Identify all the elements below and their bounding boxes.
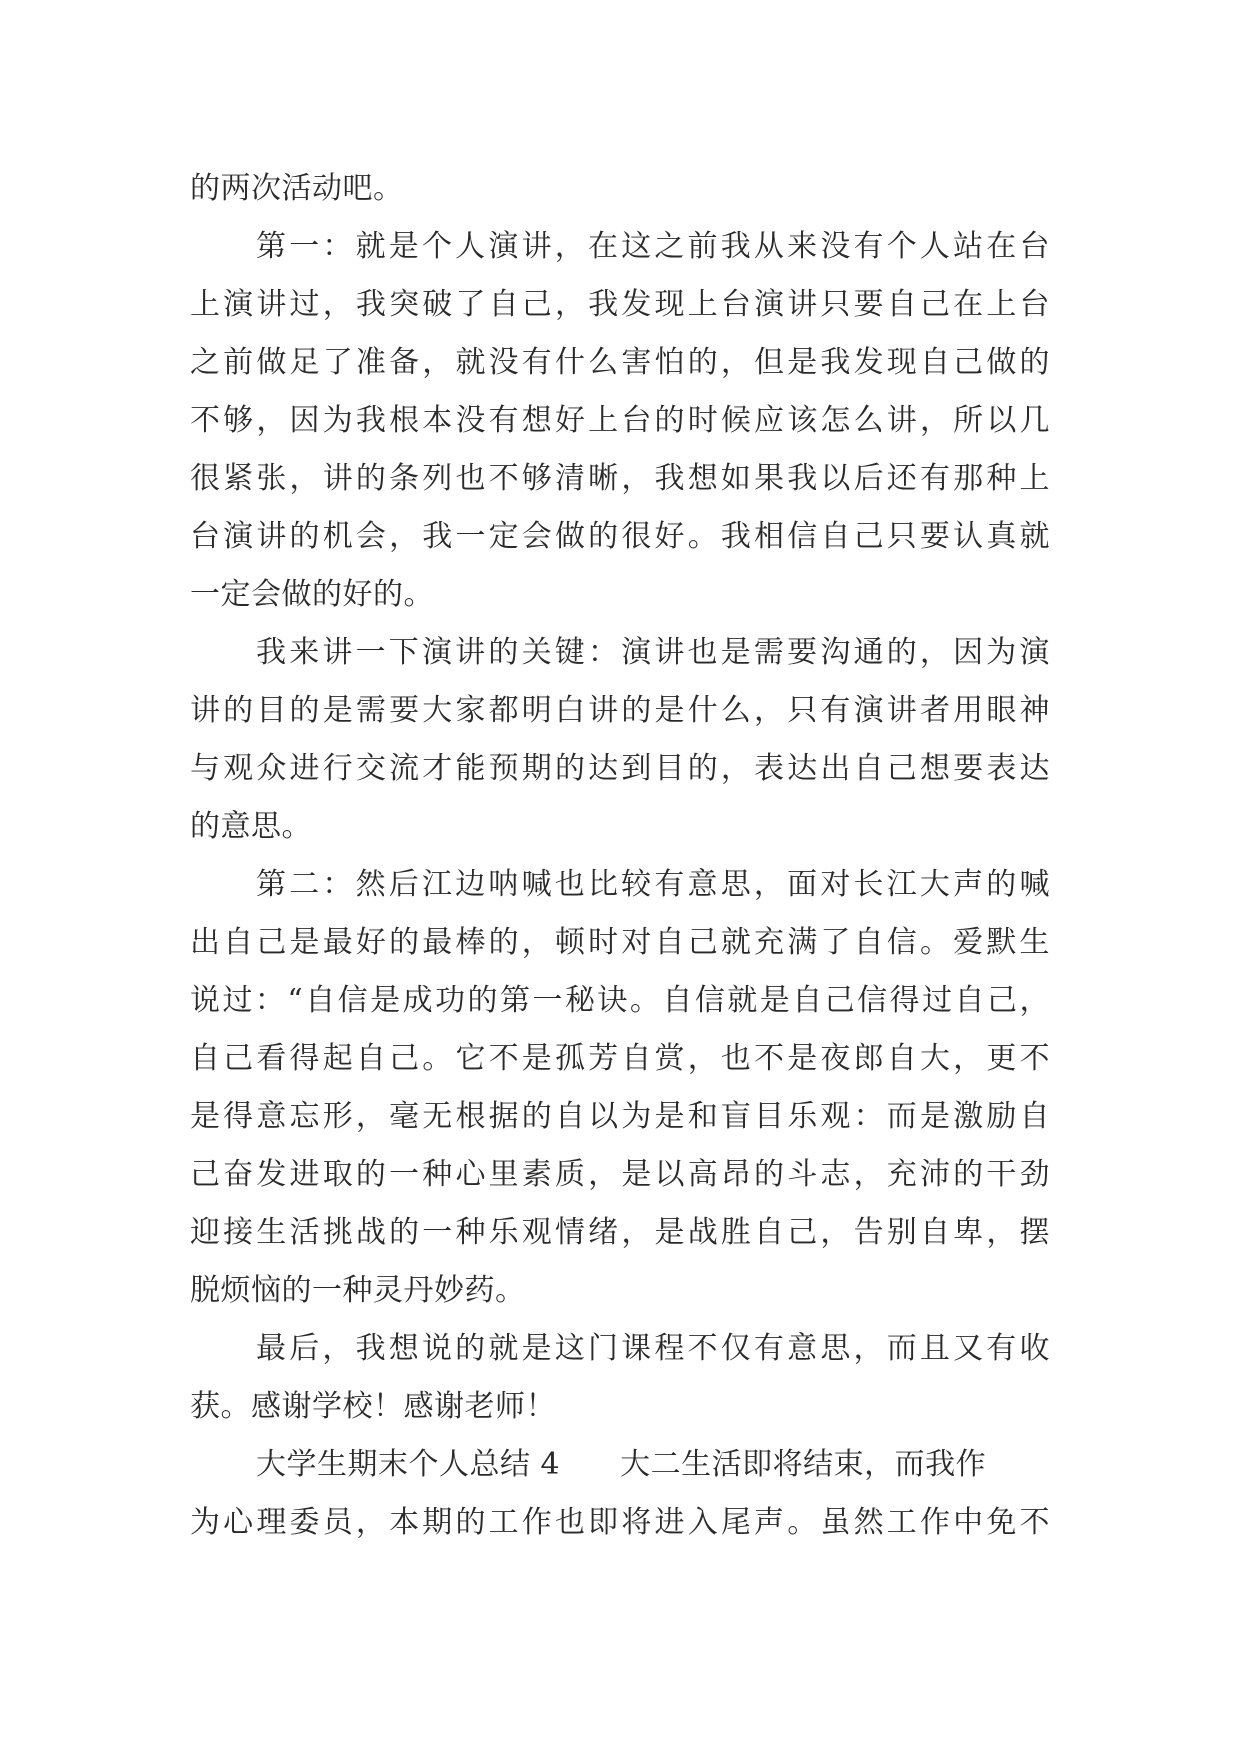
section-intro: 大二生活即将结束，而我作	[620, 1447, 987, 1482]
text-line: 上演讲过，我突破了自己，我发现上台演讲只要自己在上台	[190, 287, 1050, 322]
paragraph-first-line: 第一：就是个人演讲，在这之前我从来没有个人站在台	[256, 229, 1050, 264]
paragraph-first-line: 第二：然后江边呐喊也比较有意思，面对长江大声的喊	[256, 867, 1050, 902]
text-line: 出自己是最好的最棒的，顿时对自己就充满了自信。爱默生	[190, 925, 1050, 960]
text-line: 台演讲的机会，我一定会做的很好。我相信自己只要认真就	[190, 519, 1050, 554]
text-line: 一定会做的好的。	[190, 577, 434, 612]
text-line: 迎接生活挑战的一种乐观情绪，是战胜自己，告别自卑，摆	[190, 1215, 1050, 1250]
text-line: 之前做足了准备，就没有什么害怕的，但是我发现自己做的	[190, 345, 1050, 380]
text-line: 获。感谢学校！感谢老师！	[190, 1389, 556, 1424]
document-body	[190, 160, 1050, 1552]
text-line: 与观众进行交流才能预期的达到目的，表达出自己想要表达	[190, 751, 1050, 786]
text-line: 脱烦恼的一种灵丹妙药。	[190, 1273, 526, 1308]
text-line: 己奋发进取的一种心里素质，是以高昂的斗志，充沛的干劲	[190, 1157, 1050, 1192]
text-line: 很紧张，讲的条列也不够清晰，我想如果我以后还有那种上	[190, 461, 1050, 496]
text-line: 讲的目的是需要大家都明白讲的是什么，只有演讲者用眼神	[190, 693, 1050, 728]
text-line: 自己看得起自己。它不是孤芳自赏，也不是夜郎自大，更不	[190, 1041, 1050, 1076]
section-heading-line	[190, 1436, 1050, 1494]
paragraph-first-line: 最后，我想说的就是这门课程不仅有意思，而且又有收	[256, 1331, 1050, 1366]
text-line: 不够，因为我根本没有想好上台的时候应该怎么讲，所以几	[190, 403, 1050, 438]
text-line: 是得意忘形，毫无根据的自以为是和盲目乐观：而是激励自	[190, 1099, 1050, 1134]
paragraph-first-line: 我来讲一下演讲的关键：演讲也是需要沟通的，因为演	[256, 635, 1050, 670]
text-line: 说过：“自信是成功的第一秘诀。自信就是自己信得过自己，	[190, 983, 1050, 1018]
section-heading: 大学生期末个人总结 4	[256, 1447, 561, 1482]
text-line: 的意思。	[190, 809, 312, 844]
text-line: 为心理委员，本期的工作也即将进入尾声。虽然工作中免不	[190, 1505, 1050, 1540]
text-line: 的两次活动吧。	[190, 171, 404, 206]
